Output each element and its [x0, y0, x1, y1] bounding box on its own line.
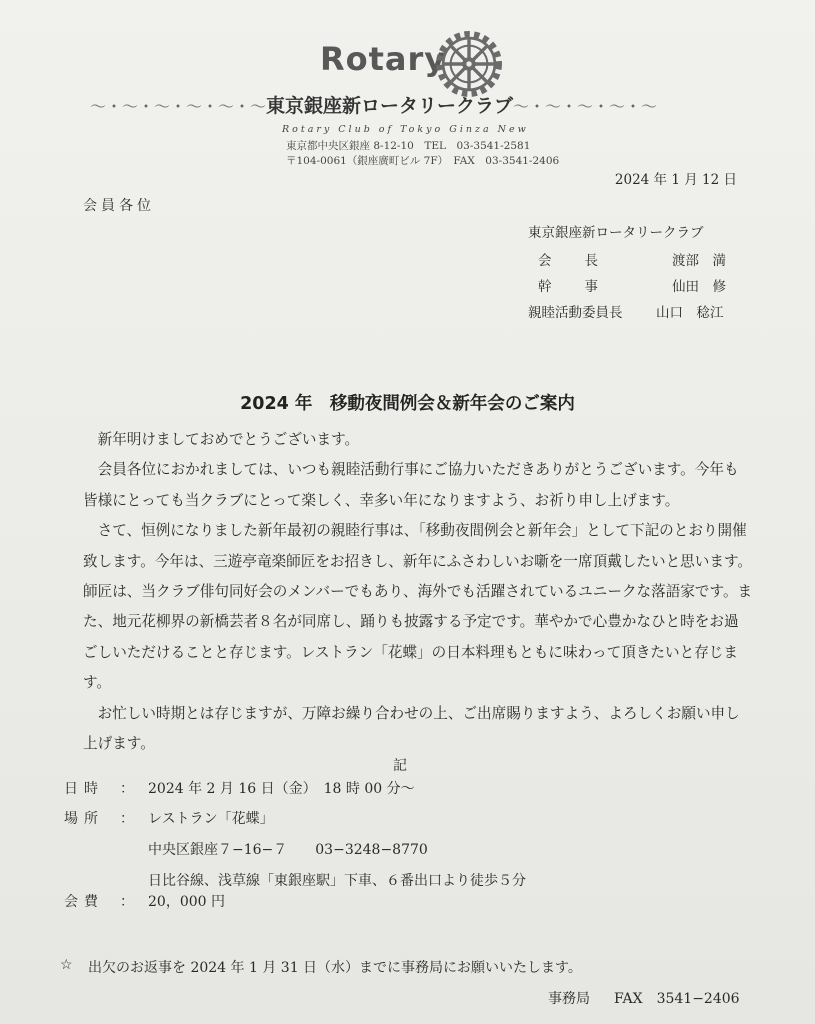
place-address: 中央区銀座７−16−７ 03−3248−8770 [148, 842, 428, 858]
datetime-label: 日時 [64, 781, 104, 797]
sender-club: 東京銀座新ロータリークラブ [528, 225, 704, 241]
letterhead-address-tel: 東京都中央区銀座 8-12-10 TEL 03-3541-2581 [286, 140, 531, 152]
club-name: 東京銀座新ロータリークラブ [266, 95, 514, 117]
letter-body [83, 425, 753, 759]
body-paragraph: お忙しい時期とは存じますが、万障お繰り合わせの上、ご出席賜りますよう、よろしくお願い申し上げます。 [83, 704, 740, 753]
datetime-value: 2024 年 2 月 16 日（金） 18 時 00 分～ [148, 781, 415, 797]
decorative-wave-left: ～・～・～・～・～・～ [90, 97, 267, 116]
officer-role: 会 長 [538, 253, 600, 269]
club-name-line [90, 91, 657, 118]
decorative-wave-right: ～・～・～・～・～ [513, 97, 658, 116]
club-name-english: Rotary Club of Tokyo Ginza New [282, 124, 529, 135]
officer-name: 仙田 修 [672, 279, 726, 295]
letter-date: 2024 年 1 月 12 日 [614, 172, 737, 188]
officer-name: 渡部 満 [672, 253, 726, 269]
body-paragraph: さて、恒例になりました新年最初の親睦行事は、「移動夜間例会と新年会」として下記のとおり開催致します。今年は、三遊亭竜楽師匠をお招きし、新年にふさわしいお噺を一席頂戴したいと思います。師匠は、当クラブ俳句同好会のメンバーでもあり、海外でも活躍されているユニークな落語家です。また、地元花柳界の新橋芸者８名が同席し、踊りも披露する予定です。華やかで心豊かなひと時をお過ごしいただけることと存じます。レストラン「花蝶」の日本料理もともに味わって頂きたいと存じます。 [83, 522, 753, 692]
fee-label: 会費 [64, 894, 104, 910]
place-access: 日比谷線、浅草線「東銀座駅」下車、６番出口より徒歩５分 [148, 873, 526, 889]
fee-value: 20，000 円 [148, 894, 225, 910]
rotary-logo-wordmark: Rotary [320, 40, 447, 78]
office-label: 事務局 [548, 991, 590, 1007]
star-icon: ☆ [60, 957, 73, 973]
datetime-colon: ： [120, 781, 134, 797]
officer-role: 親睦活動委員長 [528, 305, 623, 321]
office-fax: FAX 3541−2406 [614, 991, 740, 1007]
letterhead-address-fax: 〒104-0061（銀座廣町ビル 7F） FAX 03-3541-2406 [286, 155, 560, 167]
place-name: レストラン「花蝶」 [148, 811, 274, 827]
rsvp-notice: 出欠のお返事を 2024 年 1 月 31 日（水）までに事務局にお願いいたします。 [88, 960, 582, 976]
letter-title: 2024 年 移動夜間例会＆新年会のご案内 [240, 394, 575, 414]
place-colon: ： [120, 811, 134, 827]
fee-colon: ： [120, 894, 134, 910]
body-paragraph: 新年明けましておめでとうございます。 [97, 431, 360, 448]
body-paragraph: 会員各位におかれましては、いつも親睦活動行事にご協力いただきありがとうございます。今年も皆様にとっても当クラブにとって楽しく、幸多い年になりますよう、お祈り申し上げます。 [83, 461, 739, 509]
rotary-wheel-icon [435, 30, 503, 98]
officer-name: 山口 稔江 [656, 305, 724, 321]
addressee: 会員各位 [83, 198, 155, 214]
place-label: 場所 [64, 811, 104, 827]
officer-role: 幹 事 [538, 279, 600, 295]
ki-heading: 記 [393, 758, 407, 774]
